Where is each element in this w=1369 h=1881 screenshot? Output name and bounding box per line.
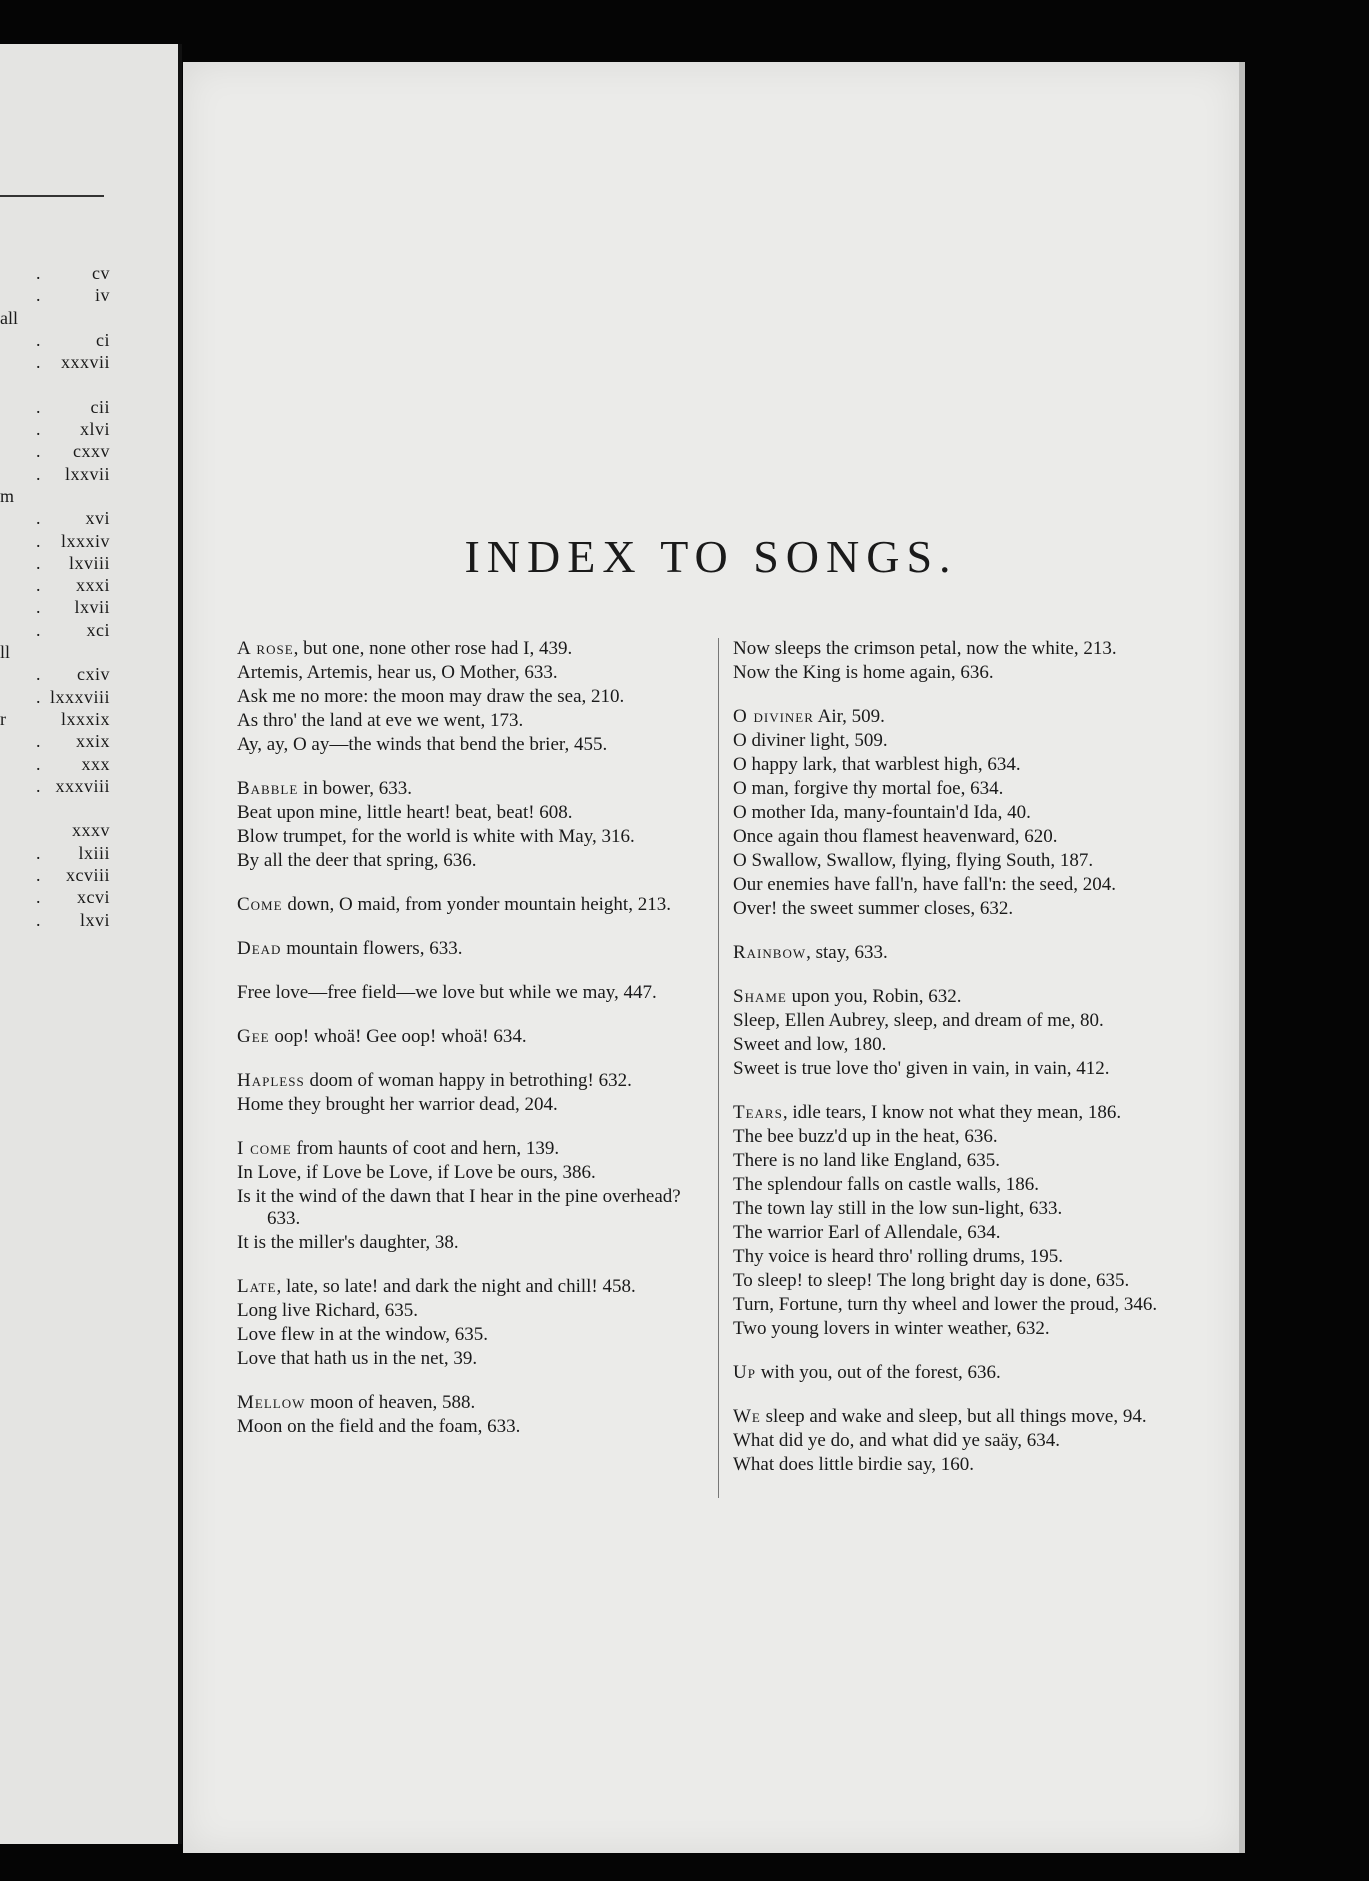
index-letter-group	[733, 1406, 1203, 1476]
index-entry	[733, 1126, 1203, 1148]
index-entry	[733, 898, 1203, 920]
facing-page-leader-dot: .	[36, 597, 41, 618]
entry-text: Sweet is true love tho' given in vain, in vain, 412.	[733, 1058, 1110, 1079]
entry-text: upon you, Robin, 632.	[786, 986, 962, 1007]
entry-text: moon of heaven, 588.	[305, 1392, 476, 1413]
index-entry	[733, 754, 1203, 776]
facing-page-row	[0, 373, 110, 395]
facing-page-row	[0, 864, 110, 886]
entry-lead-smallcaps: Up	[733, 1362, 756, 1383]
index-letter-group	[237, 778, 697, 872]
entry-text: , but one, none other rose had I, 439.	[293, 638, 573, 659]
entry-text: There is no land like England, 635.	[733, 1150, 1000, 1171]
index-letter-group	[237, 1276, 697, 1370]
entry-text: , late, so late! and dark the night and chill! 458.	[276, 1276, 636, 1297]
index-letter-group	[237, 1026, 697, 1048]
entry-text: The splendour falls on castle walls, 186.	[733, 1174, 1040, 1195]
entry-lead-smallcaps: A rose	[237, 638, 294, 659]
index-entry	[237, 1232, 697, 1254]
entry-text: Air, 509.	[813, 706, 885, 727]
entry-text: What did ye do, and what did ye saäy, 634.	[733, 1430, 1060, 1451]
index-entry	[237, 662, 697, 684]
entry-text: Long live Richard, 635.	[237, 1300, 418, 1321]
facing-page-fragment-text: m	[0, 485, 15, 506]
entry-lead-smallcaps: Mellow	[237, 1392, 306, 1413]
entry-text: What does little birdie say, 160.	[733, 1454, 974, 1475]
entry-lead-smallcaps: Gee	[237, 1026, 270, 1047]
facing-page-numeral: cv	[92, 263, 110, 283]
index-page	[183, 62, 1245, 1853]
entry-text: Ay, ay, O ay—the winds that bend the brier, 455.	[237, 734, 608, 755]
entry-lead-smallcaps: I come	[237, 1138, 292, 1159]
facing-page-numeral: lxvii	[74, 597, 110, 618]
facing-page-fragment	[0, 44, 182, 1844]
facing-page-leader-dot: .	[36, 842, 41, 863]
facing-page-leader-dot: .	[36, 619, 41, 640]
entry-text: from haunts of coot and hern, 139.	[291, 1138, 560, 1159]
facing-page-row	[0, 775, 110, 797]
facing-page-leader-dot: .	[36, 419, 41, 440]
entry-text: Blow trumpet, for the world is white with May, 316.	[237, 826, 635, 847]
facing-page-row	[0, 663, 110, 685]
facing-page-numeral: lxviii	[68, 552, 110, 573]
facing-page-leader-dot: .	[36, 396, 41, 417]
index-column-left	[237, 638, 697, 1460]
facing-page-leader-dot: .	[36, 552, 41, 573]
index-entry	[237, 1070, 697, 1092]
index-entry	[237, 1186, 697, 1230]
index-column-right	[718, 638, 1203, 1498]
index-entry	[237, 826, 697, 848]
facing-page-row	[0, 351, 110, 373]
index-entry	[733, 706, 1203, 728]
entry-text: It is the miller's daughter, 38.	[237, 1232, 459, 1253]
facing-page-row	[0, 418, 110, 440]
entry-text: Love flew in at the window, 635.	[237, 1324, 488, 1345]
facing-page-numeral: cxiv	[77, 664, 110, 685]
entry-lead-smallcaps: Shame	[733, 986, 787, 1007]
entry-lead-smallcaps: Come	[237, 894, 283, 915]
facing-page-row	[0, 552, 110, 574]
entry-text: Once again thou flamest heavenward, 620.	[733, 826, 1058, 847]
entry-lead-smallcaps: Late	[237, 1276, 277, 1297]
index-entry	[733, 850, 1203, 872]
index-entry	[237, 1276, 697, 1298]
facing-page-leader-dot: .	[36, 463, 41, 484]
entry-text: The bee buzz'd up in the heat, 636.	[733, 1126, 998, 1147]
facing-page-row	[0, 797, 110, 819]
facing-page-fragment-text: all	[0, 307, 18, 328]
facing-page-leader-dot: .	[36, 352, 41, 373]
entry-text: sleep and wake and sleep, but all things move, 94.	[760, 1406, 1147, 1427]
facing-page-leader-dot: .	[36, 575, 41, 596]
entry-text: As thro' the land at eve we went, 173.	[237, 710, 524, 731]
index-entry	[733, 1246, 1203, 1268]
index-letter-group	[237, 1392, 697, 1438]
index-entry	[237, 1324, 697, 1346]
entry-text: with you, out of the forest, 636.	[755, 1362, 1001, 1383]
entry-text: By all the deer that spring, 636.	[237, 850, 477, 871]
facing-page-numeral: lxxxix	[60, 708, 110, 729]
facing-page-numeral: xci	[86, 619, 110, 640]
facing-page-numeral: xvi	[85, 508, 110, 529]
entry-lead-smallcaps: Rainbow	[733, 942, 807, 963]
entry-text: Sleep, Ellen Aubrey, sleep, and dream of me, 80.	[733, 1010, 1104, 1031]
entry-text: O diviner light, 509.	[733, 730, 888, 751]
index-letter-group	[237, 982, 697, 1004]
facing-page-row	[0, 686, 110, 708]
entry-text: Free love—free field—we love but while we may, 447.	[237, 982, 657, 1003]
index-entry	[733, 1362, 1203, 1384]
facing-page-leader-dot: .	[36, 686, 41, 707]
index-letter-group	[237, 938, 697, 960]
index-letter-group	[733, 638, 1203, 684]
entry-text: Thy voice is heard thro' rolling drums, 195.	[733, 1246, 1064, 1267]
facing-page-leader-dot: .	[36, 775, 41, 796]
facing-page-row	[0, 485, 110, 507]
index-letter-group	[733, 1362, 1203, 1384]
index-entry	[237, 1416, 697, 1438]
facing-page-numeral: iv	[94, 285, 110, 306]
entry-text: Our enemies have fall'n, have fall'n: the seed, 204.	[733, 874, 1117, 895]
index-entry	[733, 802, 1203, 824]
facing-page-numeral: xxx	[81, 753, 110, 774]
entry-text: Home they brought her warrior dead, 204.	[237, 1094, 558, 1115]
facing-page-leader-dot: .	[36, 664, 41, 685]
index-entry	[237, 1392, 697, 1414]
facing-page-row	[0, 396, 110, 418]
entry-lead-smallcaps: Hapless	[237, 1070, 305, 1091]
index-entry	[237, 778, 697, 800]
facing-page-leader-dot: .	[36, 865, 41, 886]
entry-text: Now sleeps the crimson petal, now the white, 213.	[733, 638, 1117, 659]
facing-page-leader-dot: .	[36, 508, 41, 529]
index-entry	[733, 1222, 1203, 1244]
facing-page-numeral: xcviii	[66, 865, 110, 886]
index-letter-group	[237, 638, 697, 756]
facing-page-leader-dot: .	[36, 285, 41, 306]
facing-page-numeral: xxxviii	[55, 775, 110, 796]
facing-page-numeral: xlvi	[79, 419, 110, 440]
index-entry	[733, 1010, 1203, 1032]
facing-page-row	[0, 284, 110, 306]
index-entry	[733, 1198, 1203, 1220]
entry-text: , idle tears, I know not what they mean, 186.	[782, 1102, 1122, 1123]
facing-page-leader-dot: .	[36, 329, 41, 350]
entry-text: O mother Ida, many-fountain'd Ida, 40.	[733, 802, 1031, 823]
index-entry	[733, 730, 1203, 752]
facing-page-numeral: xxix	[75, 731, 110, 752]
facing-page-row	[0, 886, 110, 908]
entry-text: Now the King is home again, 636.	[733, 662, 994, 683]
index-entry	[237, 802, 697, 824]
facing-page-leader-dot: .	[36, 263, 41, 283]
entry-text: Love that hath us in the net, 39.	[237, 1348, 478, 1369]
index-letter-group	[733, 706, 1203, 920]
facing-page-leader-dot: .	[36, 731, 41, 752]
entry-text: Turn, Fortune, turn thy wheel and lower the proud, 346.	[733, 1294, 1158, 1315]
facing-page-row	[0, 708, 110, 730]
facing-page-row	[0, 909, 110, 931]
facing-page-numeral: lxxvii	[64, 463, 110, 484]
index-entry	[237, 734, 697, 756]
facing-page-numeral: xxxv	[72, 820, 110, 841]
facing-page-row	[0, 619, 110, 641]
index-letter-group	[733, 942, 1203, 964]
entry-text: mountain flowers, 633.	[281, 938, 463, 959]
index-entry	[237, 850, 697, 872]
entry-lead-smallcaps: Babble	[237, 778, 299, 799]
facing-page-leader-dot: .	[36, 441, 41, 462]
entry-text: Artemis, Artemis, hear us, O Mother, 633.	[237, 662, 558, 683]
facing-page-row	[0, 574, 110, 596]
facing-page-numeral: xxxvii	[60, 352, 110, 373]
facing-page-leader-dot: .	[36, 887, 41, 908]
index-entry	[733, 638, 1203, 660]
entry-text: The warrior Earl of Allendale, 634.	[733, 1222, 1001, 1243]
entry-text: The town lay still in the low sun-light, 633.	[733, 1198, 1063, 1219]
index-entry	[733, 1294, 1203, 1316]
index-entry	[733, 1406, 1203, 1428]
facing-page-row	[0, 641, 110, 663]
index-entry	[733, 1454, 1203, 1476]
index-entry	[733, 942, 1203, 964]
index-entry	[237, 1348, 697, 1370]
facing-page-numeral: lxxxviii	[49, 686, 110, 707]
entry-text: oop! whoä! Gee oop! whoä! 634.	[269, 1026, 527, 1047]
index-entry	[733, 1034, 1203, 1056]
index-entry	[237, 1162, 697, 1184]
facing-page-numeral: cxxv	[73, 441, 110, 462]
index-entry	[733, 778, 1203, 800]
index-entry	[237, 1300, 697, 1322]
facing-page-leader-dot: .	[36, 753, 41, 774]
index-letter-group	[237, 894, 697, 916]
facing-page-row	[0, 507, 110, 529]
entry-text: Two young lovers in winter weather, 632.	[733, 1318, 1050, 1339]
index-entry	[237, 1026, 697, 1048]
facing-page-row	[0, 596, 110, 618]
index-entry	[237, 1138, 697, 1160]
index-entry	[733, 1102, 1203, 1124]
entry-lead-smallcaps: O diviner	[733, 706, 814, 727]
facing-page-leader-dot: .	[36, 909, 41, 930]
index-entry	[733, 1430, 1203, 1452]
entry-lead-smallcaps: We	[733, 1406, 761, 1427]
index-entry	[733, 874, 1203, 896]
index-entry	[733, 1174, 1203, 1196]
index-letter-group	[237, 1070, 697, 1116]
facing-page-rule	[0, 195, 104, 197]
facing-page-row	[0, 753, 110, 775]
entry-text: Ask me no more: the moon may draw the sea, 210.	[237, 686, 625, 707]
index-entry	[733, 1150, 1203, 1172]
facing-page-numeral: cii	[90, 396, 110, 417]
index-entry	[237, 938, 697, 960]
facing-page-row	[0, 307, 110, 329]
facing-page-row	[0, 730, 110, 752]
entry-text: in bower, 633.	[298, 778, 413, 799]
facing-page-numeral: lxiii	[78, 842, 110, 863]
entry-text: Is it the wind of the dawn that I hear in the pine overhead? 633.	[237, 1186, 681, 1229]
index-letter-group	[733, 1102, 1203, 1340]
index-entry	[237, 894, 697, 916]
entry-text: Moon on the field and the foam, 633.	[237, 1416, 521, 1437]
entry-text: Beat upon mine, little heart! beat, beat! 608.	[237, 802, 573, 823]
facing-page-row	[0, 530, 110, 552]
index-entry	[733, 986, 1203, 1008]
entry-lead-smallcaps: Tears	[733, 1102, 783, 1123]
entry-text: doom of woman happy in betrothing! 632.	[304, 1070, 632, 1091]
index-entry	[733, 826, 1203, 848]
facing-page-numeral: lxxxiv	[60, 530, 110, 551]
index-entry	[733, 1058, 1203, 1080]
facing-page-row	[0, 262, 110, 284]
facing-page-list	[0, 262, 110, 931]
entry-lead-smallcaps: Dead	[237, 938, 282, 959]
facing-page-row	[0, 819, 110, 841]
index-entry	[237, 638, 697, 660]
facing-page-numeral: lxvi	[79, 909, 110, 930]
index-entry	[237, 1094, 697, 1116]
facing-page-row	[0, 463, 110, 485]
entry-text: O happy lark, that warblest high, 634.	[733, 754, 1021, 775]
facing-page-fragment-text: ll	[0, 642, 11, 663]
entry-text: In Love, if Love be Love, if Love be ours, 386.	[237, 1162, 596, 1183]
page-title: INDEX TO SONGS.	[464, 531, 958, 582]
entry-text: Sweet and low, 180.	[733, 1034, 887, 1055]
entry-text: , stay, 633.	[806, 942, 888, 963]
facing-page-leader-dot: .	[36, 530, 41, 551]
facing-page-numeral: xxxi	[75, 575, 110, 596]
index-entry	[733, 662, 1203, 684]
facing-page-fragment-text: r	[0, 708, 6, 729]
facing-page-row	[0, 329, 110, 351]
facing-page-numeral: ci	[96, 329, 110, 350]
index-entry	[237, 710, 697, 732]
index-entry	[237, 982, 697, 1004]
entry-text: To sleep! to sleep! The long bright day is done, 635.	[733, 1270, 1130, 1291]
index-letter-group	[237, 1138, 697, 1254]
facing-page-row	[0, 440, 110, 462]
index-entry	[733, 1318, 1203, 1340]
entry-text: O Swallow, Swallow, flying, flying South, 187.	[733, 850, 1094, 871]
index-entry	[237, 686, 697, 708]
entry-text: O man, forgive thy mortal foe, 634.	[733, 778, 1004, 799]
index-entry	[733, 1270, 1203, 1292]
facing-page-row	[0, 842, 110, 864]
facing-page-numeral: xcvi	[77, 887, 110, 908]
entry-text: down, O maid, from yonder mountain height, 213.	[282, 894, 671, 915]
entry-text: Over! the sweet summer closes, 632.	[733, 898, 1014, 919]
index-letter-group	[733, 986, 1203, 1080]
